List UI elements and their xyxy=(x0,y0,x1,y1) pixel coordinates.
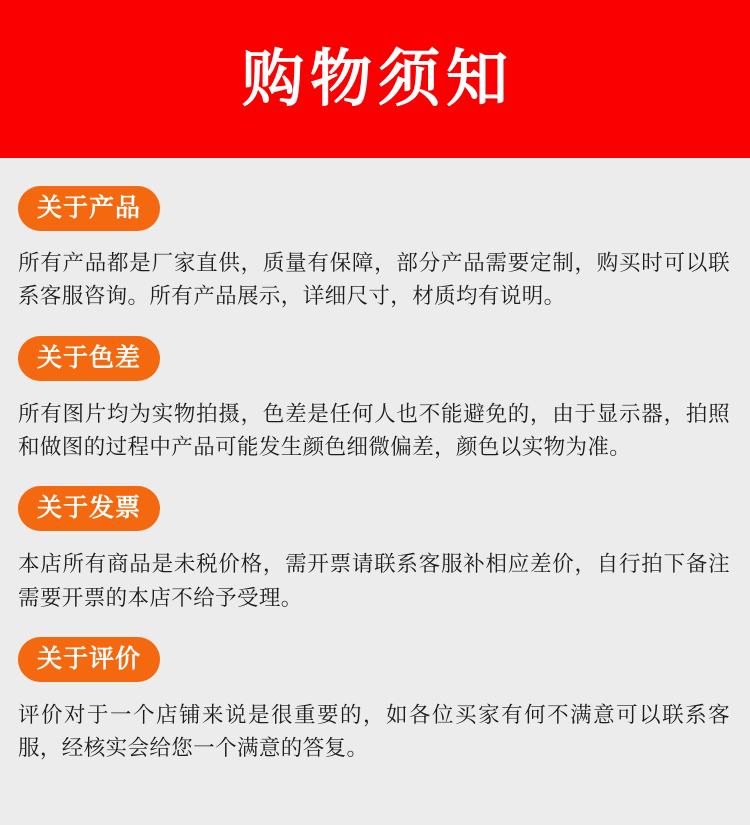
notice-content xyxy=(0,158,750,825)
page-title: 购物须知 xyxy=(241,42,514,115)
notice-section-color xyxy=(18,336,732,465)
page-banner xyxy=(0,0,750,158)
section-label-product: 关于产品 xyxy=(18,186,160,231)
section-text-color: 所有图片均为实物拍摄，色差是任何人也不能避免的，由于显示器，拍照和做图的过程中产品可能发生颜色细微偏差，颜色以实物为准。 xyxy=(18,401,730,460)
section-text-product: 所有产品都是厂家直供，质量有保障，部分产品需要定制，购买时可以联系客服咨询。所有产品展示，详细尺寸，材质均有说明。 xyxy=(18,251,730,310)
notice-section-review xyxy=(18,637,732,766)
notice-section-product xyxy=(18,186,732,314)
section-text-invoice: 本店所有商品是未税价格，需开票请联系客服补相应差价，自行拍下备注需要开票的本店不给予受理。 xyxy=(18,552,730,611)
section-label-color: 关于色差 xyxy=(18,336,160,381)
section-label-invoice: 关于发票 xyxy=(18,486,160,531)
notice-section-invoice xyxy=(18,486,732,615)
section-text-review: 评价对于一个店铺来说是很重要的，如各位买家有何不满意可以联系客服，经核实会给您一个满意的答复。 xyxy=(18,702,730,762)
section-label-review: 关于评价 xyxy=(18,637,160,682)
